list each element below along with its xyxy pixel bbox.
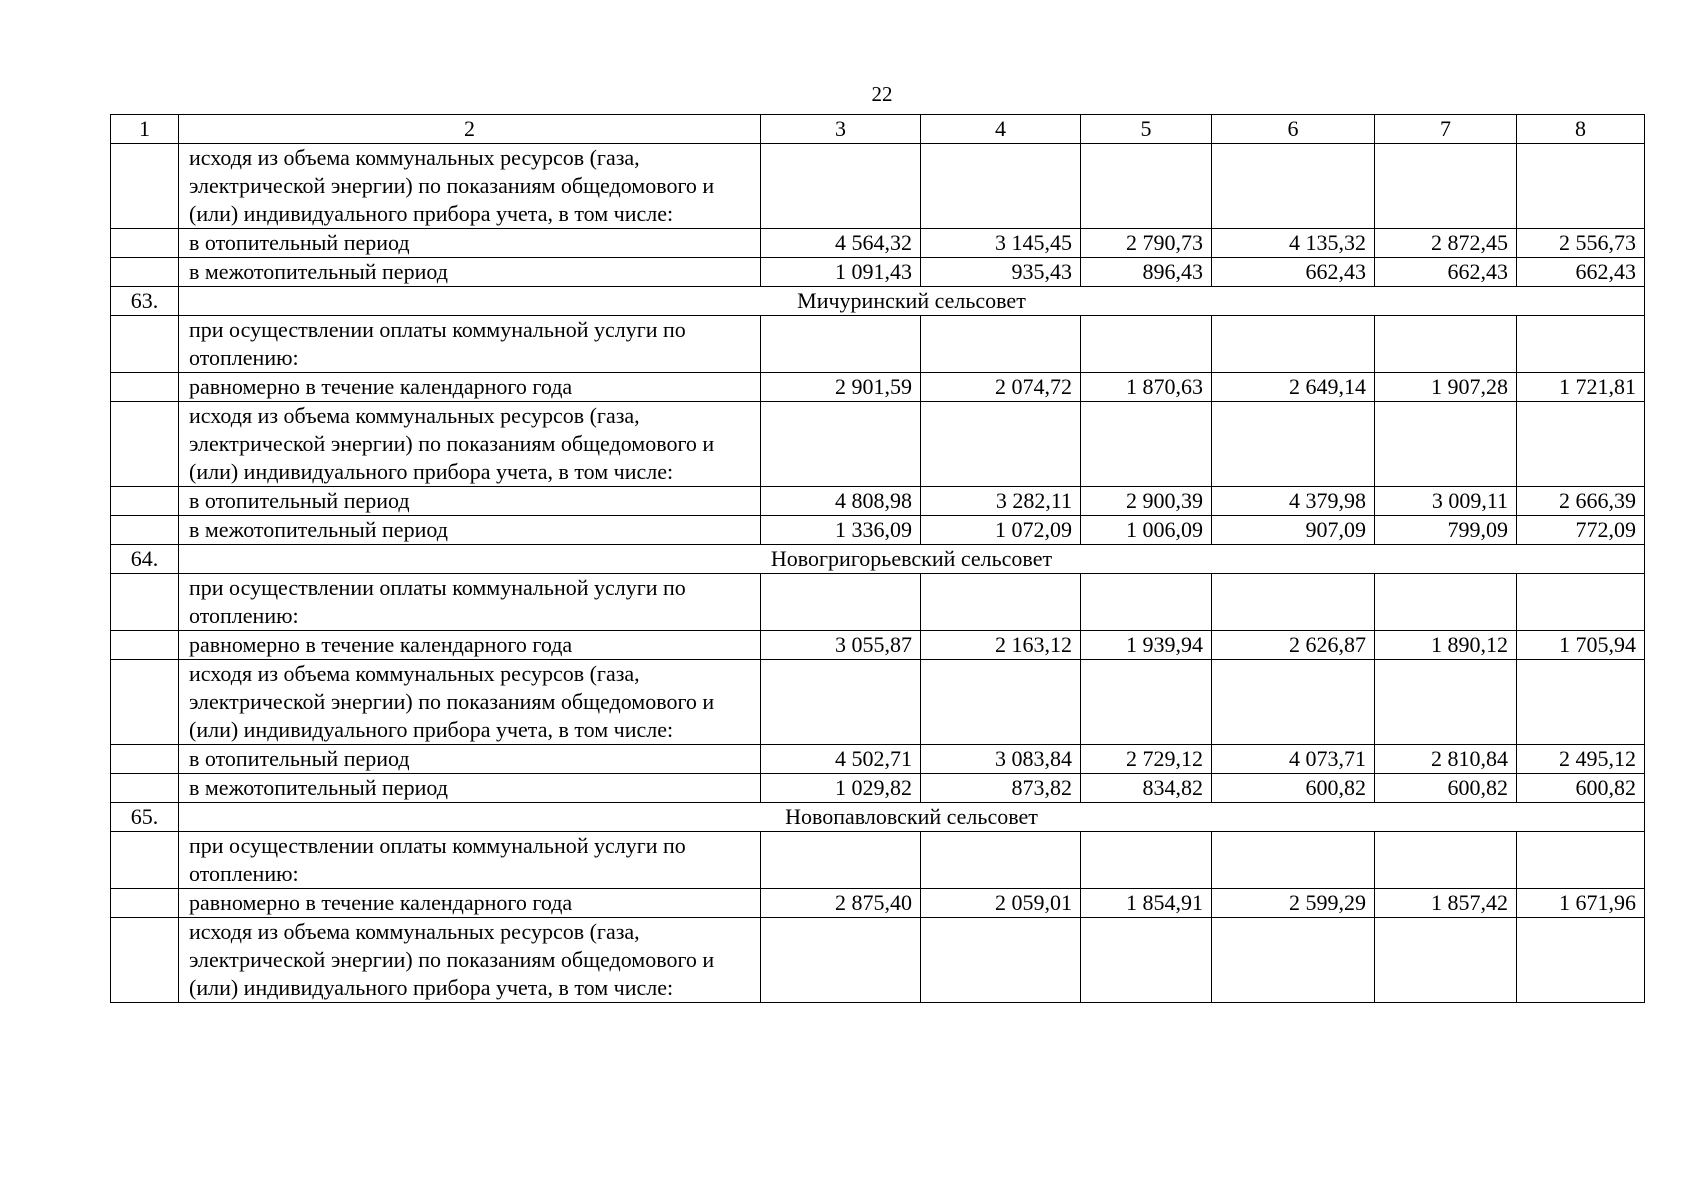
value-cell: 2 059,01 xyxy=(921,889,1081,918)
table-row xyxy=(111,889,1645,918)
value-cell: 2 872,45 xyxy=(1375,229,1517,258)
value-cell: 662,43 xyxy=(1375,258,1517,287)
value-cell: 2 556,73 xyxy=(1517,229,1645,258)
description-row xyxy=(111,316,1645,373)
value-cell xyxy=(1081,918,1212,1003)
value-cell xyxy=(1517,574,1645,631)
row-label: исходя из объема коммунальных ресурсов (газа, электрической энергии) по показаниям общедомового и (или) индивидуального прибора учета, в том числе: xyxy=(179,918,761,1003)
row-index xyxy=(111,402,179,487)
row-label: в отопительный период xyxy=(179,745,761,774)
value-cell xyxy=(1375,402,1517,487)
table-row xyxy=(111,487,1645,516)
value-cell: 3 282,11 xyxy=(921,487,1081,516)
row-label: исходя из объема коммунальных ресурсов (газа, электрической энергии) по показаниям общедомового и (или) индивидуального прибора учета, в том числе: xyxy=(179,660,761,745)
value-cell: 2 074,72 xyxy=(921,373,1081,402)
value-cell xyxy=(1375,574,1517,631)
value-cell: 1 890,12 xyxy=(1375,631,1517,660)
row-index xyxy=(111,574,179,631)
table-row xyxy=(111,631,1645,660)
value-cell: 1 072,09 xyxy=(921,516,1081,545)
value-cell: 1 029,82 xyxy=(761,774,921,803)
row-label: равномерно в течение календарного года xyxy=(179,889,761,918)
table-row xyxy=(111,229,1645,258)
value-cell xyxy=(1081,574,1212,631)
value-cell xyxy=(761,144,921,229)
value-cell: 4 379,98 xyxy=(1212,487,1375,516)
row-index: 65. xyxy=(111,803,179,832)
value-cell: 3 055,87 xyxy=(761,631,921,660)
tariff-table xyxy=(110,114,1645,1003)
value-cell xyxy=(761,574,921,631)
value-cell: 1 870,63 xyxy=(1081,373,1212,402)
row-index: 64. xyxy=(111,545,179,574)
row-index xyxy=(111,144,179,229)
section-title: Новогригорьевский сельсовет xyxy=(179,545,1645,574)
value-cell xyxy=(1375,316,1517,373)
row-index xyxy=(111,918,179,1003)
value-cell: 1 854,91 xyxy=(1081,889,1212,918)
value-cell: 600,82 xyxy=(1375,774,1517,803)
value-cell: 2 495,12 xyxy=(1517,745,1645,774)
value-cell xyxy=(1375,660,1517,745)
value-cell xyxy=(921,144,1081,229)
value-cell: 935,43 xyxy=(921,258,1081,287)
column-number: 5 xyxy=(1081,115,1212,144)
column-number-row xyxy=(111,115,1645,144)
page-number: 22 xyxy=(871,82,893,106)
value-cell: 4 808,98 xyxy=(761,487,921,516)
value-cell: 2 163,12 xyxy=(921,631,1081,660)
value-cell: 1 939,94 xyxy=(1081,631,1212,660)
row-label: в отопительный период xyxy=(179,487,761,516)
value-cell xyxy=(1212,660,1375,745)
value-cell: 4 135,32 xyxy=(1212,229,1375,258)
row-index xyxy=(111,660,179,745)
value-cell xyxy=(1212,316,1375,373)
column-number: 7 xyxy=(1375,115,1517,144)
value-cell: 1 671,96 xyxy=(1517,889,1645,918)
value-cell: 1 857,42 xyxy=(1375,889,1517,918)
row-index xyxy=(111,373,179,402)
value-cell: 1 006,09 xyxy=(1081,516,1212,545)
table-body xyxy=(111,115,1645,1003)
value-cell xyxy=(1081,316,1212,373)
description-row xyxy=(111,402,1645,487)
value-cell: 662,43 xyxy=(1212,258,1375,287)
value-cell: 772,09 xyxy=(1517,516,1645,545)
description-row xyxy=(111,660,1645,745)
value-cell xyxy=(761,918,921,1003)
row-label: при осуществлении оплаты коммунальной услуги по отоплению: xyxy=(179,574,761,631)
value-cell xyxy=(1081,832,1212,889)
value-cell xyxy=(1212,918,1375,1003)
value-cell: 799,09 xyxy=(1375,516,1517,545)
value-cell: 1 091,43 xyxy=(761,258,921,287)
value-cell: 2 626,87 xyxy=(1212,631,1375,660)
value-cell xyxy=(1212,574,1375,631)
row-index xyxy=(111,516,179,545)
value-cell: 907,09 xyxy=(1212,516,1375,545)
value-cell xyxy=(1375,144,1517,229)
value-cell xyxy=(921,316,1081,373)
value-cell: 600,82 xyxy=(1517,774,1645,803)
row-index: 63. xyxy=(111,287,179,316)
value-cell xyxy=(761,402,921,487)
row-label: равномерно в течение календарного года xyxy=(179,373,761,402)
value-cell xyxy=(1375,918,1517,1003)
value-cell: 3 083,84 xyxy=(921,745,1081,774)
value-cell: 600,82 xyxy=(1212,774,1375,803)
row-index xyxy=(111,631,179,660)
value-cell: 2 901,59 xyxy=(761,373,921,402)
row-label: исходя из объема коммунальных ресурсов (газа, электрической энергии) по показаниям общедомового и (или) индивидуального прибора учета, в том числе: xyxy=(179,402,761,487)
value-cell xyxy=(1517,402,1645,487)
value-cell xyxy=(1517,918,1645,1003)
row-label: при осуществлении оплаты коммунальной услуги по отоплению: xyxy=(179,316,761,373)
value-cell: 2 649,14 xyxy=(1212,373,1375,402)
value-cell xyxy=(1517,832,1645,889)
value-cell: 2 790,73 xyxy=(1081,229,1212,258)
value-cell: 2 810,84 xyxy=(1375,745,1517,774)
row-label: в отопительный период xyxy=(179,229,761,258)
value-cell xyxy=(1212,144,1375,229)
value-cell xyxy=(1081,660,1212,745)
value-cell: 662,43 xyxy=(1517,258,1645,287)
table-row xyxy=(111,258,1645,287)
value-cell: 1 705,94 xyxy=(1517,631,1645,660)
value-cell xyxy=(921,402,1081,487)
table-row xyxy=(111,745,1645,774)
value-cell xyxy=(1517,316,1645,373)
value-cell xyxy=(1517,144,1645,229)
row-label: равномерно в течение календарного года xyxy=(179,631,761,660)
value-cell xyxy=(921,574,1081,631)
column-number: 2 xyxy=(179,115,761,144)
value-cell: 2 900,39 xyxy=(1081,487,1212,516)
value-cell xyxy=(761,832,921,889)
value-cell xyxy=(1212,402,1375,487)
table-row xyxy=(111,516,1645,545)
value-cell xyxy=(761,660,921,745)
row-index xyxy=(111,316,179,373)
column-number: 1 xyxy=(111,115,179,144)
row-index xyxy=(111,774,179,803)
value-cell: 873,82 xyxy=(921,774,1081,803)
row-index xyxy=(111,832,179,889)
value-cell xyxy=(1375,832,1517,889)
section-row xyxy=(111,545,1645,574)
row-label: в межотопительный период xyxy=(179,516,761,545)
column-number: 8 xyxy=(1517,115,1645,144)
table-row xyxy=(111,373,1645,402)
row-index xyxy=(111,229,179,258)
value-cell xyxy=(1517,660,1645,745)
value-cell: 2 729,12 xyxy=(1081,745,1212,774)
value-cell: 834,82 xyxy=(1081,774,1212,803)
value-cell xyxy=(921,660,1081,745)
column-number: 3 xyxy=(761,115,921,144)
column-number: 4 xyxy=(921,115,1081,144)
value-cell: 2 599,29 xyxy=(1212,889,1375,918)
value-cell: 2 666,39 xyxy=(1517,487,1645,516)
description-row xyxy=(111,832,1645,889)
value-cell: 4 073,71 xyxy=(1212,745,1375,774)
value-cell: 4 564,32 xyxy=(761,229,921,258)
column-number: 6 xyxy=(1212,115,1375,144)
row-label: при осуществлении оплаты коммунальной услуги по отоплению: xyxy=(179,832,761,889)
value-cell: 3 145,45 xyxy=(921,229,1081,258)
value-cell xyxy=(1081,144,1212,229)
value-cell xyxy=(921,832,1081,889)
value-cell xyxy=(1212,832,1375,889)
value-cell: 1 907,28 xyxy=(1375,373,1517,402)
row-label: в межотопительный период xyxy=(179,258,761,287)
table-row xyxy=(111,774,1645,803)
value-cell: 4 502,71 xyxy=(761,745,921,774)
row-index xyxy=(111,745,179,774)
row-label: в межотопительный период xyxy=(179,774,761,803)
section-row xyxy=(111,803,1645,832)
row-index xyxy=(111,889,179,918)
value-cell: 1 721,81 xyxy=(1517,373,1645,402)
value-cell xyxy=(1081,402,1212,487)
value-cell: 1 336,09 xyxy=(761,516,921,545)
value-cell: 3 009,11 xyxy=(1375,487,1517,516)
row-index xyxy=(111,487,179,516)
value-cell: 2 875,40 xyxy=(761,889,921,918)
description-row xyxy=(111,918,1645,1003)
value-cell: 896,43 xyxy=(1081,258,1212,287)
row-index xyxy=(111,258,179,287)
value-cell xyxy=(921,918,1081,1003)
description-row xyxy=(111,144,1645,229)
section-row xyxy=(111,287,1645,316)
row-label: исходя из объема коммунальных ресурсов (газа, электрической энергии) по показаниям общедомового и (или) индивидуального прибора учета, в том числе: xyxy=(179,144,761,229)
description-row xyxy=(111,574,1645,631)
section-title: Новопавловский сельсовет xyxy=(179,803,1645,832)
value-cell xyxy=(761,316,921,373)
section-title: Мичуринский сельсовет xyxy=(179,287,1645,316)
